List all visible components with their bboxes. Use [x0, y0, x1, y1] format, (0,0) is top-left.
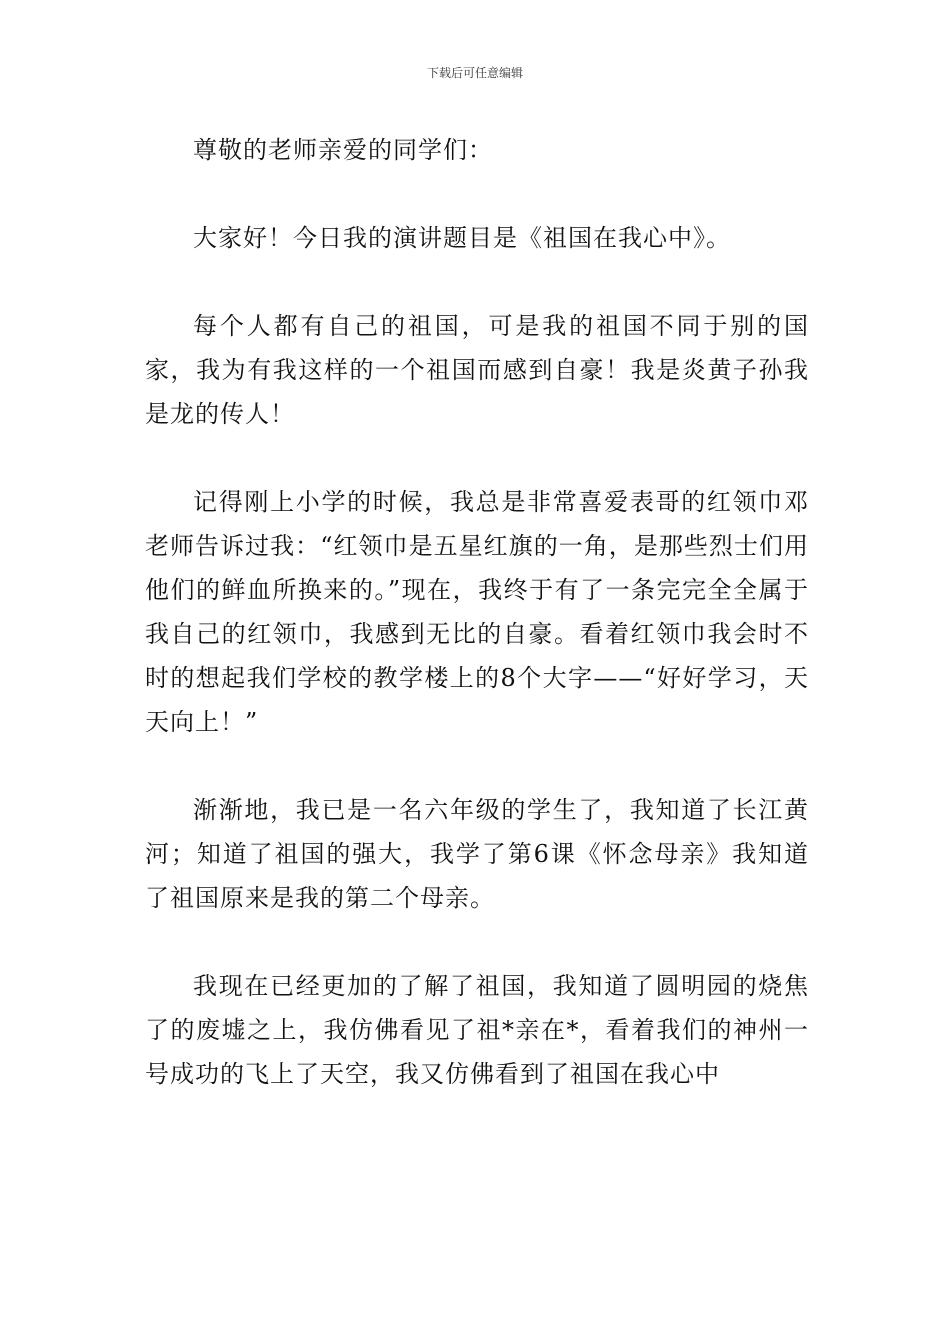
paragraph-sixth-grade: 渐渐地，我已是一名六年级的学生了，我知道了长江黄河；知道了祖国的强大，我学了第6课《怀念母亲》我知道了祖国原来是我的第二个母亲。	[145, 796, 809, 912]
paragraph-greeting: 大家好！今日我的演讲题目是《祖国在我心中》。	[193, 224, 731, 252]
paragraph-motherland: 每个人都有自己的祖国，可是我的祖国不同于别的国家，我为有我这样的一个祖国而感到自豪！我是炎黄子孙我是龙的传人！	[145, 312, 809, 428]
paragraph-understanding: 我现在已经更加的了解了祖国，我知道了圆明园的烧焦了的废墟之上，我仿佛看见了祖*亲在*，看着我们的神州一号成功的飞上了天空，我又仿佛看到了祖国在我心中	[145, 972, 809, 1088]
paragraph-red-scarf: 记得刚上小学的时候，我总是非常喜爱表哥的红领巾邓老师告诉过我：“红领巾是五星红旗的一角，是那些烈士们用他们的鲜血所换来的。”现在，我终于有了一条完完全全属于我自己的红领巾，我感到无比的自豪。看着红领巾我会时不时的想起我们学校的教学楼上的8个大字——“好好学习，天天向上！”	[145, 488, 809, 736]
document-body	[145, 128, 809, 1140]
page-header-note: 下载后可任意编辑	[426, 66, 523, 80]
paragraph-salutation: 尊敬的老师亲爱的同学们：	[193, 136, 493, 164]
